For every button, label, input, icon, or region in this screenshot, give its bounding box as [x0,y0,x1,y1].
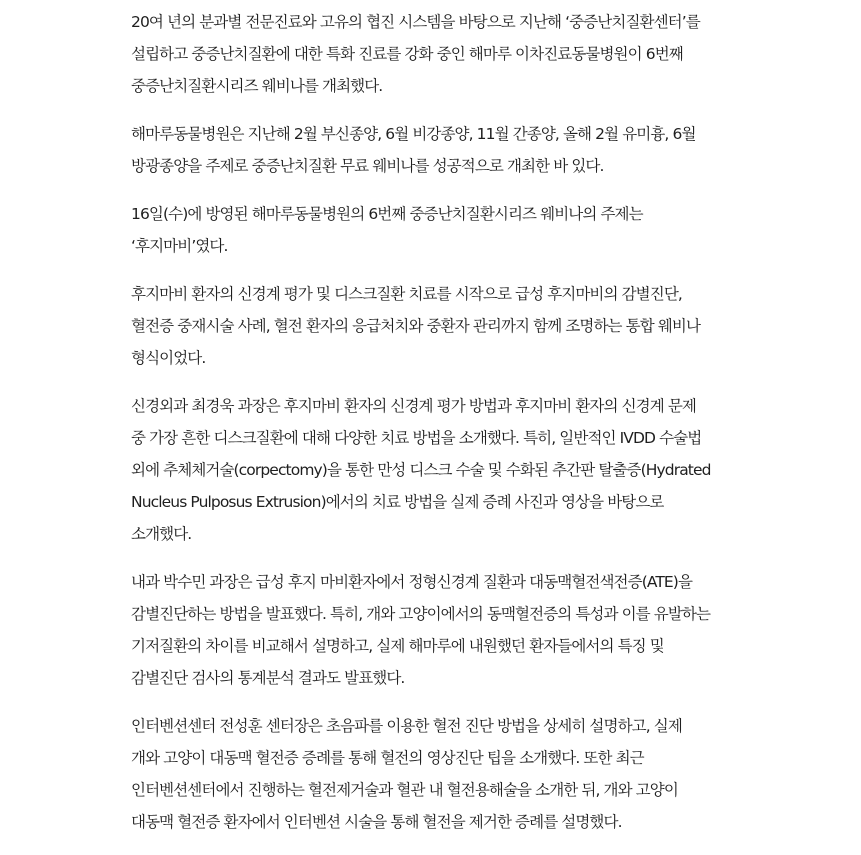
paragraph-past-webinars [131,118,696,182]
paragraph-topic [131,198,643,262]
paragraph-neurosurgery [131,390,711,550]
text-line: 중 가장 흔한 디스크질환에 대해 다양한 치료 방법을 소개했다. 특히, 일반적인 IVDD 수술법 [131,429,702,447]
text-line: 설립하고 중증난치질환에 대한 특화 진료를 강화 중인 해마루 이차진료동물병원이 6번째 [131,45,683,63]
text-line: ‘후지마비’였다. [131,237,228,255]
text-line: 감별진단하는 방법을 발표했다. 특히, 개와 고양이에서의 동맥혈전증의 특성과 이를 유발하는 [131,605,711,623]
text-line: 혈전증 중재시술 사례, 혈전 환자의 응급처치와 중환자 관리까지 함께 조명하는 통합 웨비나 [131,317,701,335]
paragraph-format [131,278,700,374]
text-line: 형식이었다. [131,349,206,367]
text-line: 내과 박수민 과장은 급성 후지 마비환자에서 정형신경계 질환과 대동맥혈전색전증(ATE)을 [131,573,693,591]
text-line: 인터벤션센터에서 진행하는 혈전제거술과 혈관 내 혈전용해술을 소개한 뒤, 개와 고양이 [131,781,678,799]
text-line: 대동맥 혈전증 환자에서 인터벤션 시술을 통해 혈전을 제거한 증례를 설명했다. [131,813,622,831]
paragraph-intro [131,6,700,102]
text-line: 16일(수)에 방영된 해마루동물병원의 6번째 중증난치질환시리즈 웨비나의 주제는 [131,205,643,223]
text-line: 외에 추체체거술(corpectomy)을 통한 만성 디스크 수술 및 수화된 추간판 탈출증(Hydrated [131,461,711,479]
text-line: 방광종양을 주제로 중증난치질환 무료 웨비나를 성공적으로 개최한 바 있다. [131,157,604,175]
text-line: 기저질환의 차이를 비교해서 설명하고, 실제 해마루에 내원했던 환자들에서의 특징 및 [131,637,664,655]
paragraph-internal-medicine [131,566,710,694]
paragraph-intervention [131,710,682,838]
text-line: 해마루동물병원은 지난해 2월 부신종양, 6월 비강종양, 11월 간종양, 올해 2월 유미흉, 6월 [131,125,696,143]
text-line: 인터벤션센터 전성훈 센터장은 초음파를 이용한 혈전 진단 방법을 상세히 설명하고, 실제 [131,717,682,735]
text-line: 중증난치질환시리즈 웨비나를 개최했다. [131,77,383,95]
text-line: 소개했다. [131,525,192,543]
text-line: 후지마비 환자의 신경계 평가 및 디스크질환 치료를 시작으로 급성 후지마비의 감별진단, [131,285,682,303]
text-line: 20여 년의 분과별 전문진료와 고유의 협진 시스템을 바탕으로 지난해 ‘중증난치질환센터’를 [131,13,700,31]
text-line: Nucleus Pulposus Extrusion)에서의 치료 방법을 실제 증례 사진과 영상을 바탕으로 [131,493,664,511]
text-line: 개와 고양이 대동맥 혈전증 증례를 통해 혈전의 영상진단 팁을 소개했다. 또한 최근 [131,749,644,767]
text-line: 신경외과 최경욱 과장은 후지마비 환자의 신경계 평가 방법과 후지마비 환자의 신경계 문제 [131,397,697,415]
text-line: 감별진단 검사의 통계분석 결과도 발표했다. [131,669,405,687]
